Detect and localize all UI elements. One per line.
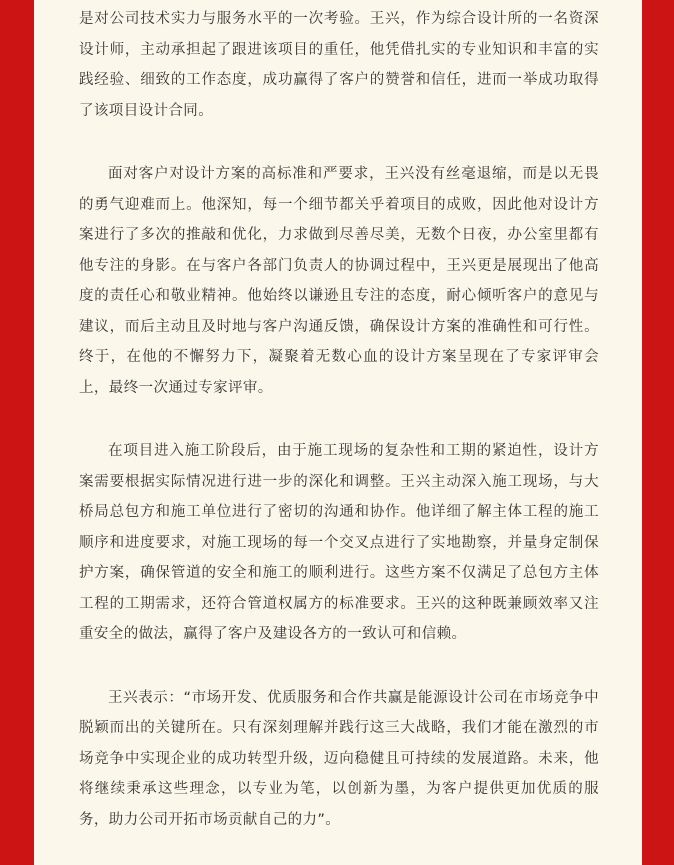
paragraph-1: 是对公司技术实力与服务水平的一次考验。王兴，作为综合设计所的一名资深设计师，主动承担起了跟进该项目的重任，他凭借扎实的专业知识和丰富的实践经验、细致的工作态度，成功赢得了客户的赞誉和信任，进而一举成功取得了该项目设计合同。 bbox=[79, 11, 599, 119]
paragraph-3: 在项目进入施工阶段后，由于施工现场的复杂性和工期的紧迫性，设计方案需要根据实际情况进行进一步的深化和调整。王兴主动深入施工现场，与大桥局总包方和施工单位进行了密切的沟通和协作。他详细了解主体工程的施工顺序和进度要求，对施工现场的每一个交叉点进行了实地勘察，并量身定制保护方案，确保管道的安全和施工的顺利进行。这些方案不仅满足了总包方主体工程的工期需求，还符合管道权属方的标准要求。王兴的这种既兼顾效率又注重安全的做法，赢得了客户及建设各方的一致认可和信赖。 bbox=[79, 443, 599, 642]
article-body bbox=[79, 4, 599, 835]
paragraph-4: 王兴表示：“市场开发、优质服务和合作共赢是能源设计公司在市场竞争中脱颖而出的关键所在。只有深刻理解并践行这三大战略，我们才能在激烈的市场竞争中实现企业的成功转型升级，迈向稳健且可持续的发展道路。未来，他将继续秉承这些理念，以专业为笔，以创新为墨，为客户提供更加优质的服务，助力公司开拓市场贡献自己的力”。 bbox=[79, 689, 599, 828]
paragraph-2: 面对客户对设计方案的高标准和严要求，王兴没有丝毫退缩，而是以无畏的勇气迎难而上。他深知，每一个细节都关乎着项目的成败，因此他对设计方案进行了多次的推敲和优化，力求做到尽善尽美，无数个日夜，办公室里都有他专注的身影。在与客户各部门负责人的协调过程中，王兴更是展现出了他高度的责任心和敬业精神。他始终以谦逊且专注的态度，耐心倾听客户的意见与建议，而后主动且及时地与客户沟通反馈，确保设计方案的准确性和可行性。终于，在他的不懈努力下，凝聚着无数心血的设计方案呈现在了专家评审会上，最终一次通过专家评审。 bbox=[79, 166, 599, 396]
